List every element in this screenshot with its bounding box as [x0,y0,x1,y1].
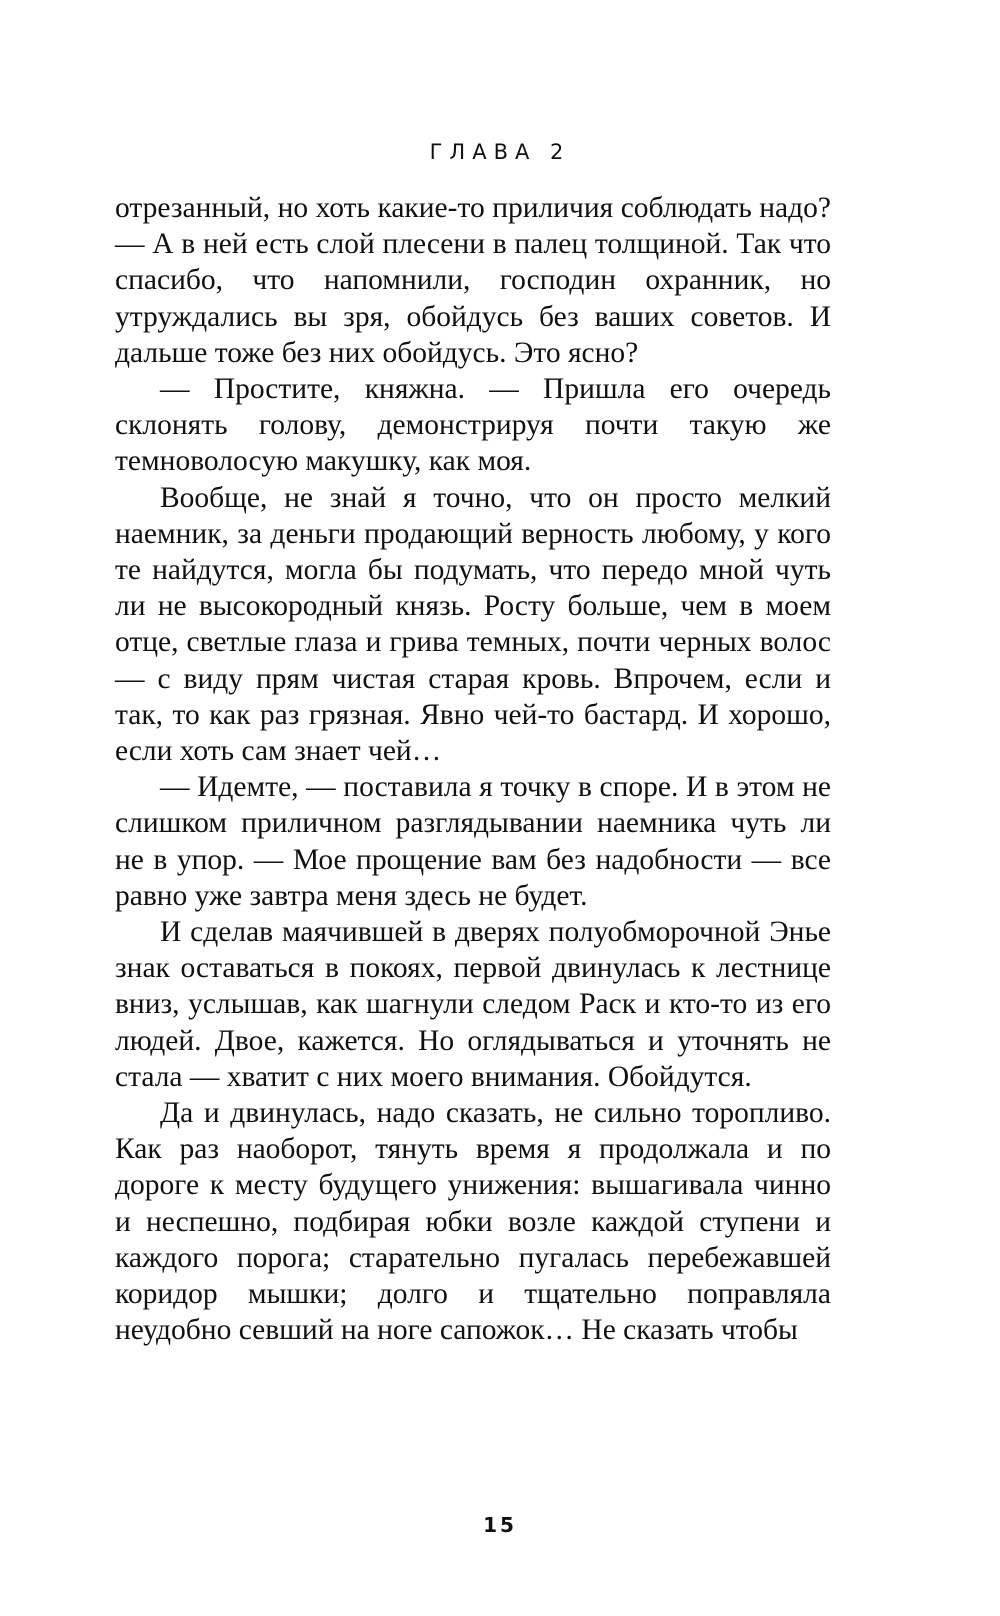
paragraph: Вообще, не знай я точно, что он просто мелкий наемник, за деньги продающий верность любому, у кого те найдутся, могла бы подумать, что передо мной чуть ли не высокородный князь. Росту больше, чем в моем отце, светлые глаза и грива темных, почти черных волос — с виду прям чистая старая кровь. Впрочем, если и так, то как раз грязная. Явно чей-то бастард. И хорошо, если хоть сам знает чей… [115,481,831,768]
paragraph: отрезанный, но хоть какие-то приличия соблюдать надо? — А в ней есть слой плесени в палец толщиной. Так что спасибо, что напомнили, господин охранник, но утруждались вы зря, обойдусь без ваших советов. И дальше тоже без них обойдусь. Это ясно? [115,192,831,369]
body-text [115,190,831,1349]
running-head: ГЛАВА 2 [429,140,571,164]
paragraph: И сделав маячившей в дверях полуобморочной Энье знак оставаться в покоях, первой двинулась к лестнице вниз, услышав, как шагнули следом Раск и кто-то из его людей. Двое, кажется. Но оглядываться и уточнять не стала — хватит с них моего внимания. Обойдутся. [115,916,831,1093]
page-number: 15 [483,1513,517,1537]
paragraph: Да и двинулась, надо сказать, не сильно торопливо. Как раз наоборот, тянуть время я продолжала и по дороге к месту будущего унижения: вышагивала чинно и неспешно, подбирая юбки возле каждой ступени и каждого порога; старательно пугалась перебежавшей коридор мышки; долго и тщательно поправляла неудобно севший на ноге сапожок… Не сказать чтобы [115,1097,831,1347]
paragraph: — Идемте, — поставила я точку в споре. И в этом не слишком приличном разглядывании наемника чуть ли не в упор. — Мое прощение вам без надобности — все равно уже завтра меня здесь не будет. [115,771,831,912]
paragraph: — Простите, княжна. — Пришла его очередь склонять голову, демонстрируя почти такую же темноволосую макушку, как моя. [115,373,831,478]
